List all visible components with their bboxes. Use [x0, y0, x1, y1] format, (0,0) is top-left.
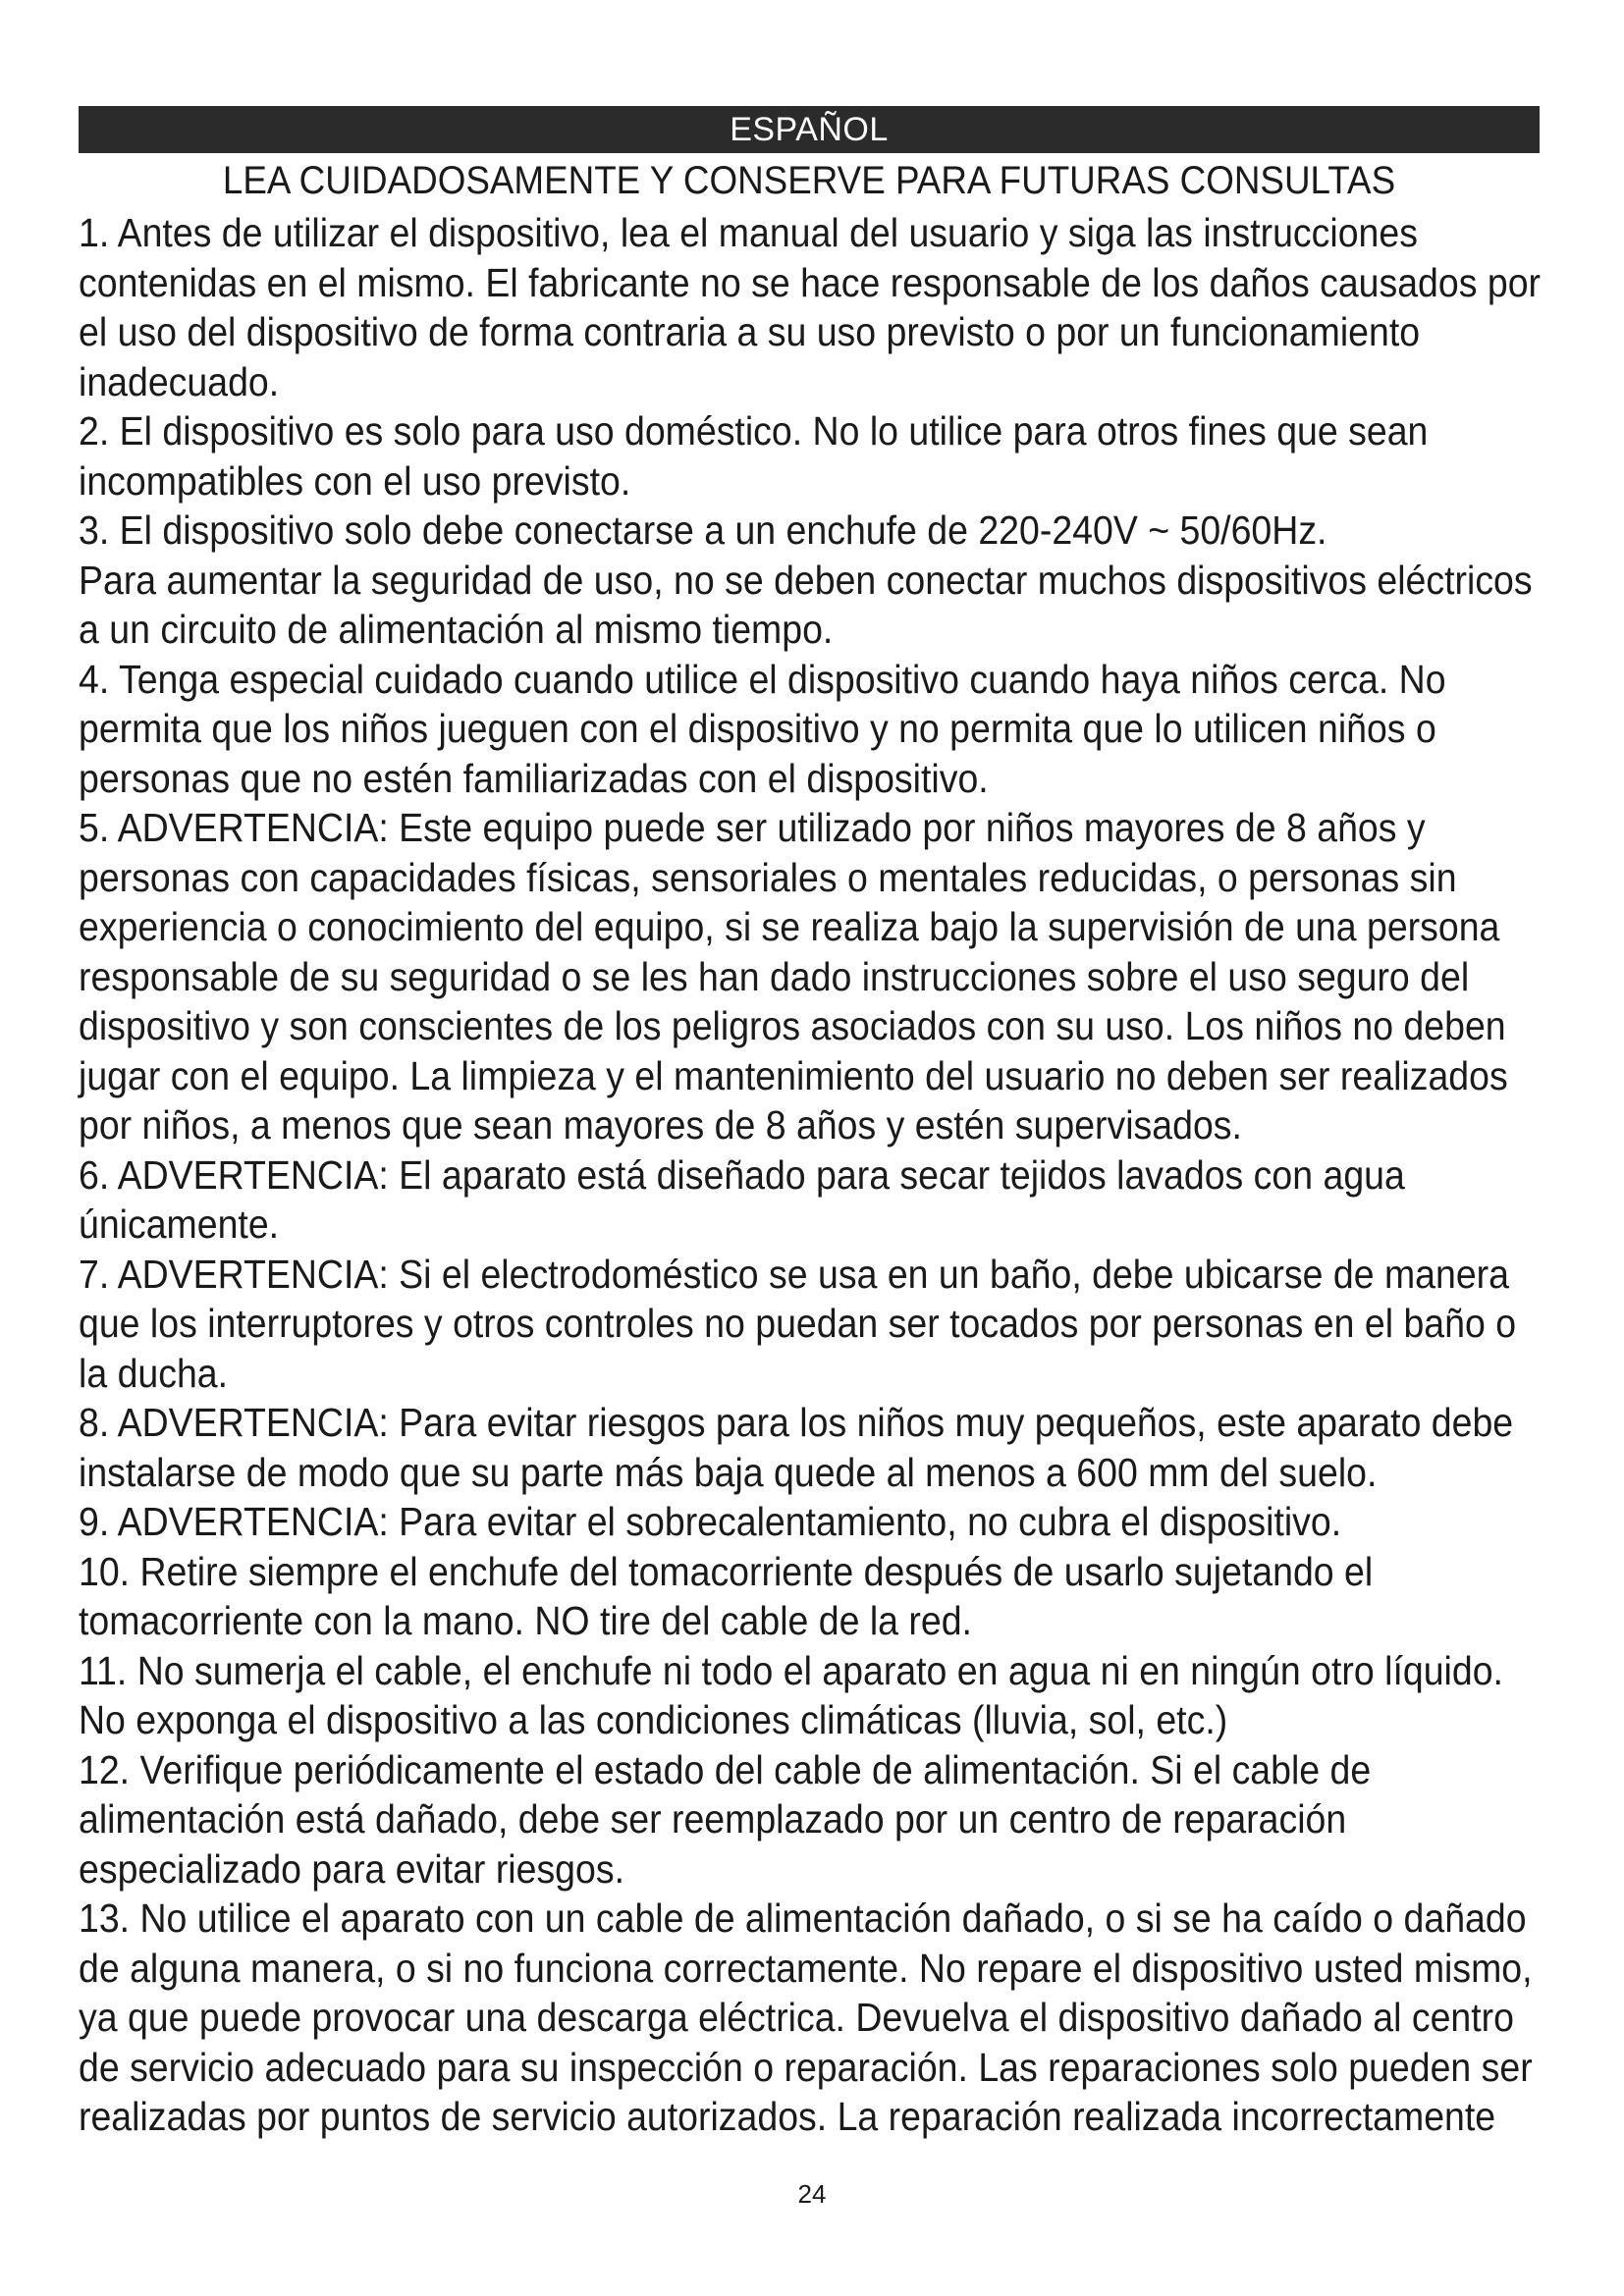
instructions-body: [79, 208, 1550, 2142]
paragraph-3: 3. El dispositivo solo debe conectarse a un enchufe de 220-240V ~ 50/60Hz.: [79, 507, 1327, 553]
paragraph-5: 5. ADVERTENCIA: Este equipo puede ser utilizado por niños mayores de 8 años y personas con capacidades físicas, sensoriales o mentales reducidas, o personas sin experiencia o conocimiento del equipo, si se realiza bajo la supervisión de una persona responsable de su seguridad o se les han dado instrucciones sobre el uso seguro del dispositivo y son conscientes de los peligros asociados con su uso. Los niños no deben jugar con el equipo. La limpieza y el mantenimiento del usuario no deben ser realizados por niños, a menos que sean mayores de 8 años y estén supervisados.: [79, 805, 1508, 1148]
paragraph-13: 13. No utilice el aparato con un cable de alimentación dañado, o si se ha caído o dañado de alguna manera, o si no funciona correctamente. No repare el dispositivo usted mismo, ya que puede provocar una descarga eléctrica. Devuelva el dispositivo dañado al centro de servicio adecuado para su inspección o reparación. Las reparaciones solo pueden ser realizadas por puntos de servicio autorizados. La reparación realizada incorrectamente: [79, 1896, 1533, 2139]
paragraph-7: 7. ADVERTENCIA: Si el electrodoméstico se usa en un baño, debe ubicarse de manera que los interruptores y otros controles no puedan ser tocados por personas en el baño o la ducha.: [79, 1251, 1517, 1396]
paragraph-2: 2. El dispositivo es solo para uso doméstico. No lo utilice para otros fines que sean incompatibles con el uso previsto.: [79, 408, 1429, 504]
paragraph-4: 4. Tenga especial cuidado cuando utilice el dispositivo cuando haya niños cerca. No permita que los niños jueguen con el dispositivo y no permita que lo utilicen niños o personas que no estén familiarizadas con el dispositivo.: [79, 656, 1446, 801]
paragraph-6: 6. ADVERTENCIA: El aparato está diseñado para secar tejidos lavados con agua únicamente.: [79, 1151, 1405, 1247]
language-label: ESPAÑOL: [730, 111, 889, 148]
paragraph-1: 1. Antes de utilizar el dispositivo, lea el manual del usuario y siga las instrucciones contenidas en el mismo. El fabricante no se hace responsable de los daños causados por el uso del dispositivo de forma contraria a su uso previsto o por un funcionamiento inadecuado.: [79, 210, 1542, 404]
paragraph-10: 10. Retire siempre el enchufe del tomacorriente después de usarlo sujetando el tomacorriente con la mano. NO tire del cable de la red.: [79, 1548, 1374, 1643]
paragraph-9: 9. ADVERTENCIA: Para evitar el sobrecalentamiento, no cubra el dispositivo.: [79, 1499, 1342, 1544]
paragraph-3-note: Para aumentar la seguridad de uso, no se deben conectar muchos dispositivos eléctricos a un circuito de alimentación al mismo tiempo.: [79, 557, 1533, 652]
paragraph-12: 12. Verifique periódicamente el estado del cable de alimentación. Si el cable de alimentación está dañado, debe ser reemplazado por un centro de reparación especializado para evitar riesgos.: [79, 1746, 1372, 1892]
page-title: LEA CUIDADOSAMENTE Y CONSERVE PARA FUTURAS CONSULTAS: [222, 159, 1396, 202]
language-banner: [79, 106, 1540, 153]
paragraph-8: 8. ADVERTENCIA: Para evitar riesgos para los niños muy pequeños, este aparato debe instalarse de modo que su parte más baja quede al menos a 600 mm del suelo.: [79, 1400, 1514, 1495]
page-number: 24: [797, 2179, 827, 2209]
paragraph-11: 11. No sumerja el cable, el enchufe ni todo el aparato en agua ni en ningún otro líquido. No exponga el dispositivo a las condiciones climáticas (lluvia, sol, etc.): [79, 1647, 1503, 1742]
